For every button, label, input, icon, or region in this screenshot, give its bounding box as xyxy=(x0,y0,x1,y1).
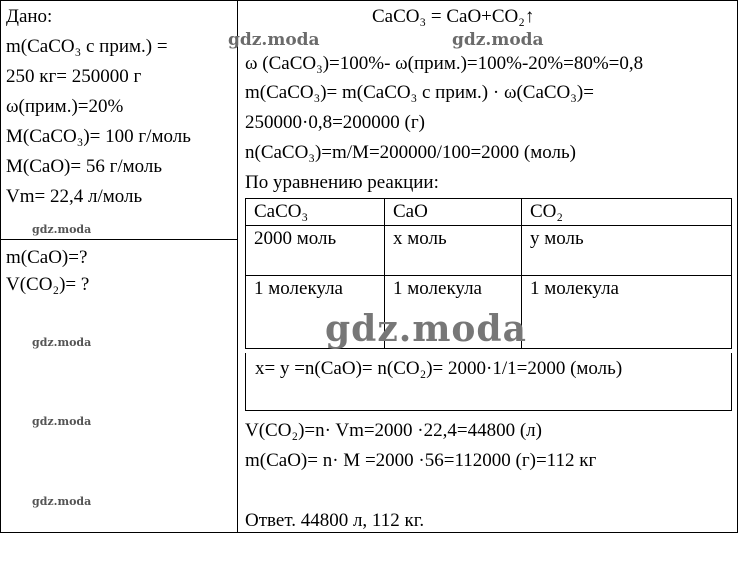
watermark: gdz.moda xyxy=(32,223,92,236)
table-cell: 1 молекула xyxy=(385,276,522,349)
column-divider xyxy=(237,0,238,533)
table-cell: CO₂ xyxy=(522,199,732,226)
table-cell: 2000 моль xyxy=(246,226,385,276)
table-cell: CaCO₃ xyxy=(246,199,385,226)
find-line-1: m(CaO)=? xyxy=(6,247,88,268)
given-line-1: m(CaCO₃ с прим.) = xyxy=(6,36,168,57)
solution-step-3: 250000·0,8=200000 (г) xyxy=(245,112,425,133)
table-header-row xyxy=(246,199,732,226)
watermark: gdz.moda xyxy=(228,30,320,50)
watermark: gdz.moda xyxy=(325,308,527,350)
watermark: gdz.moda xyxy=(452,30,544,50)
table-cell: 1 молекула xyxy=(246,276,385,349)
solution-step-7: m(CaO)= n· M =2000 ·56=112000 (г)=112 кг xyxy=(245,450,597,471)
given-line-5: M(CaO)= 56 г/моль xyxy=(6,156,163,177)
watermark: gdz.moda xyxy=(32,336,92,349)
given-heading: Дано: xyxy=(6,6,53,27)
solution-step-2: m(CaCO₃)= m(CaCO₃ с прим.) · ω(CaCO₃)= xyxy=(245,82,594,103)
answer-line: Ответ. 44800 л, 112 кг. xyxy=(245,510,425,531)
solution-step-6: V(CO₂)=n· Vm=2000 ·22,4=44800 (л) xyxy=(245,420,542,441)
table-cell: x моль xyxy=(385,226,522,276)
given-line-3: ω(прим.)=20% xyxy=(6,96,124,117)
table-row xyxy=(246,226,732,276)
table-cell: CaO xyxy=(385,199,522,226)
table-cell: 1 молекула xyxy=(522,276,732,349)
given-line-4: M(CaCO₃)= 100 г/моль xyxy=(6,126,191,147)
watermark: gdz.moda xyxy=(32,415,92,428)
watermark: gdz.moda xyxy=(32,495,92,508)
solution-step-5: По уравнению реакции: xyxy=(245,172,439,193)
find-line-2: V(CO₂)= ? xyxy=(6,274,90,295)
solution-step-1: ω (CaCO₃)=100%- ω(прим.)=100%-20%=80%=0,8 xyxy=(245,53,644,74)
summary-line: x= y =n(CaO)= n(CO₂)= 2000·1/1=2000 (моль) xyxy=(255,358,623,379)
table-cell: y моль xyxy=(522,226,732,276)
solution-step-4: n(CaCO₃)=m/M=200000/100=2000 (моль) xyxy=(245,142,576,163)
given-line-2: 250 кг= 250000 г xyxy=(6,66,142,87)
given-line-6: Vm= 22,4 л/моль xyxy=(6,186,143,207)
given-find-divider xyxy=(0,239,238,240)
reaction-equation: CaCO₃ = CaO+CO₂↑ xyxy=(372,6,535,27)
